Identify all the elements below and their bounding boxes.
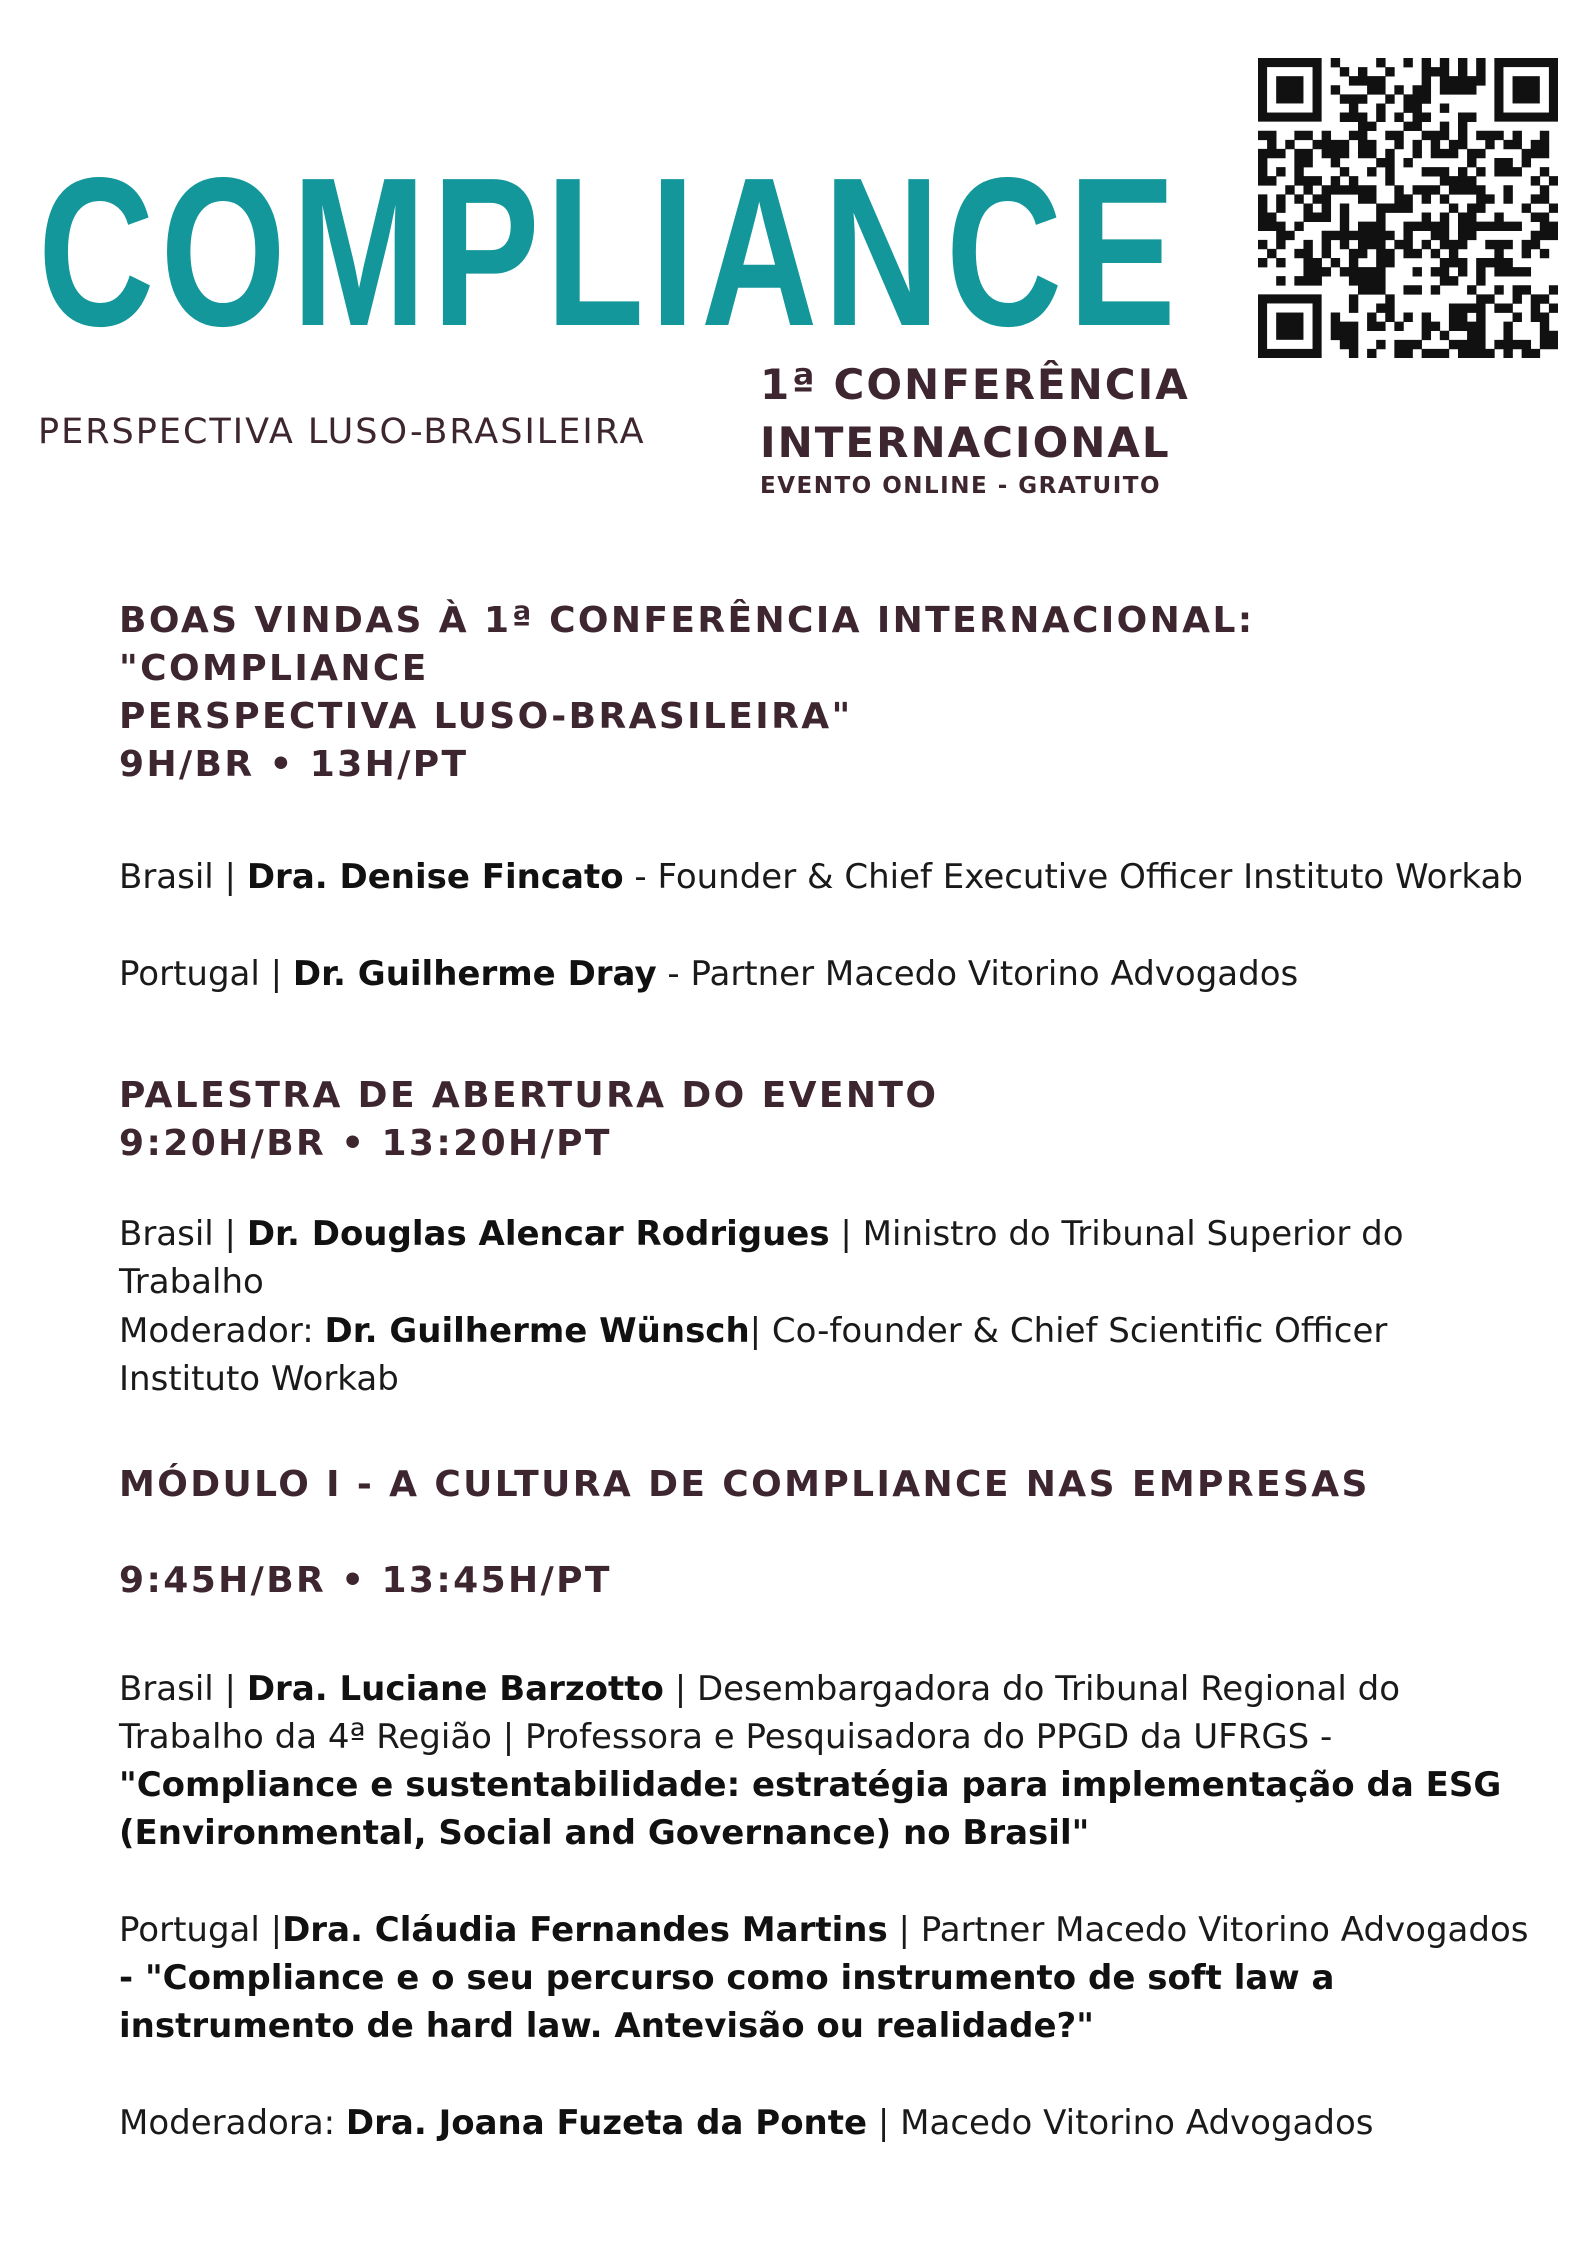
speaker-role: | Partner Macedo Vitorino Advogados — [887, 1910, 1529, 1950]
welcome-heading-line2: PERSPECTIVA LUSO-BRASILEIRA" — [119, 696, 853, 737]
moderator-label: Moderadora: — [119, 2103, 346, 2143]
module1-heading: MÓDULO I - A CULTURA DE COMPLIANCE NAS EMPRESAS — [119, 1464, 1370, 1505]
welcome-heading — [119, 597, 1539, 741]
speaker-name: Dra. Cláudia Fernandes Martins — [282, 1910, 888, 1950]
moderator-name: Dr. Guilherme Wünsch — [324, 1311, 750, 1351]
speaker-role: | Ministro do Tribunal Superior do Trabalho — [119, 1214, 1404, 1302]
speaker-line — [119, 1665, 1549, 1857]
moderator-role: | Macedo Vitorino Advogados — [867, 2103, 1374, 2143]
speaker-line — [119, 1906, 1549, 2050]
opening-time: 9:20H/BR • 13:20H/PT — [119, 1123, 612, 1164]
event-subtitle: PERSPECTIVA LUSO-BRASILEIRA — [38, 412, 646, 452]
opening-heading — [119, 1072, 1539, 1168]
speaker-country: Brasil | — [119, 1214, 247, 1254]
moderator-label: Moderador: — [119, 1311, 325, 1351]
speaker-name: Dr. Guilherme Dray — [292, 954, 657, 994]
speaker-country: Brasil | — [119, 857, 247, 897]
moderator-name: Dra. Joana Fuzeta da Ponte — [345, 2103, 868, 2143]
welcome-time: 9H/BR • 13H/PT — [119, 744, 469, 785]
speaker-name: Dr. Douglas Alencar Rodrigues — [246, 1214, 830, 1254]
event-type-label: EVENTO ONLINE - GRATUITO — [760, 473, 1162, 499]
speaker-country: Brasil | — [119, 1669, 247, 1709]
moderator-line — [119, 2099, 1549, 2147]
module1-time: 9:45H/BR • 13:45H/PT — [119, 1560, 612, 1601]
qr-code-icon[interactable] — [1258, 58, 1558, 358]
talk-title: - "Compliance e o seu percurso como instrumento de soft law a instrumento de hard law. Antevisão ou realidade?" — [119, 1958, 1335, 2046]
speaker-role: - Founder & Chief Executive Officer Instituto Workab — [623, 857, 1523, 897]
speaker-name: Dra. Luciane Barzotto — [246, 1669, 664, 1709]
opening-heading-title: PALESTRA DE ABERTURA DO EVENTO — [119, 1075, 939, 1116]
speaker-country: Portugal | — [119, 1910, 283, 1950]
conference-label-line1: 1ª CONFERÊNCIA — [760, 360, 1190, 409]
speaker-name: Dra. Denise Fincato — [246, 857, 624, 897]
speaker-country: Portugal | — [119, 954, 293, 994]
conference-label-line2: INTERNACIONAL — [760, 418, 1171, 467]
event-title: COMPLIANCE — [38, 133, 1182, 370]
moderator-line — [119, 1307, 1499, 1403]
speaker-role: | Desembargadora do Tribunal Regional do Trabalho da 4ª Região | Professora e Pesquisadora do PPGD da UFRGS - — [119, 1669, 1401, 1757]
speaker-line — [119, 853, 1549, 901]
welcome-heading-line1: BOAS VINDAS À 1ª CONFERÊNCIA INTERNACIONAL: "COMPLIANCE — [119, 600, 1255, 689]
talk-title: "Compliance e sustentabilidade: estratégia para implementação da ESG (Environmental, Social and Governance) no Brasil" — [119, 1765, 1502, 1853]
speaker-role: - Partner Macedo Vitorino Advogados — [656, 954, 1299, 994]
moderator-role: | Co-founder & Chief Scientific Officer Instituto Workab — [119, 1311, 1388, 1399]
speaker-line — [119, 950, 1549, 998]
speaker-line — [119, 1210, 1549, 1306]
